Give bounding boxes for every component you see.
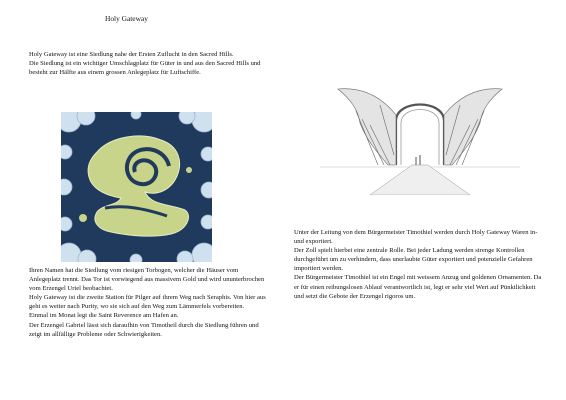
intro-paragraph (29, 50, 261, 77)
road (370, 165, 470, 195)
trade-line-3: Der Bürgermeister Timothiel ist ein Engel mit weissem Anzug und goldenen Ornamenten. Da er für einen reibungslosen Ablauf verantwortlich ist, legt er sehr viel Wert auf Pünktlichkeit und setzt die Gebote der Erzengel rigoros um. (294, 274, 542, 300)
history-line-3: Einmal im Monat legt die Saint Reverence am Hafen an. (29, 312, 179, 320)
winged-gateway-icon (300, 85, 540, 195)
intro-line-1: Holy Gateway ist eine Siedlung nahe der Ersten Zuflucht in den Sacred Hills. (29, 51, 234, 58)
trade-paragraph (294, 228, 544, 301)
right-wing (444, 89, 502, 165)
islet (186, 167, 192, 173)
history-line-4: Der Erzengel Gabriel lässt sich daraufhin von Timotheil durch die Siedlung führen und zeigt im allfällige Probleme oder Schwierigkeiten. (29, 321, 259, 338)
island-map-icon (61, 112, 212, 262)
history-paragraph (29, 266, 269, 339)
pilgrim-figures (416, 155, 420, 165)
right-page (283, 0, 566, 400)
intro-line-2: Die Siedlung ist ein wichtiger Umschlagplatz für Güter in und aus den Sacred Hills und besteht zur Hälfte aus einem grossen Anlegeplatz für Luftschiffe. (29, 60, 261, 77)
islet (79, 214, 87, 222)
island-map-image (61, 112, 212, 262)
gateway-sketch-image (300, 85, 540, 195)
left-wing (338, 89, 396, 165)
trade-line-2: Der Zoll spielt hierbei eine zentrale Rolle. Bei jeder Ladung werden strenge Kontrollen durchgeführt um zu verhindern, dass unerlaubte Güter exportiert und potenzielle Gefahren importiert werden. (294, 247, 533, 273)
history-line-2: Holy Gateway ist die zweite Station für Pilger auf ihrem Weg nach Seraphis. Von hier aus geht es weiter nach Purity, wo sie sich auf den Weg zum Lämmerfels vorbereiten. (29, 294, 266, 311)
trade-line-1: Unter der Leitung von dem Bürgermeister Timothiel werden durch Holy Gateway Waren in- und exportiert. (294, 229, 538, 246)
history-line-1: Ihren Namen hat die Siedlung vom riesigen Torbogen, welcher die Häuser vom Anlegeplatz trennt. Das Tor ist vorwiegend aus massivem Gold und wird ununterbrochen vom Erzengel Uriel beobachtet. (29, 267, 265, 293)
page-title: Holy Gateway (105, 14, 148, 23)
